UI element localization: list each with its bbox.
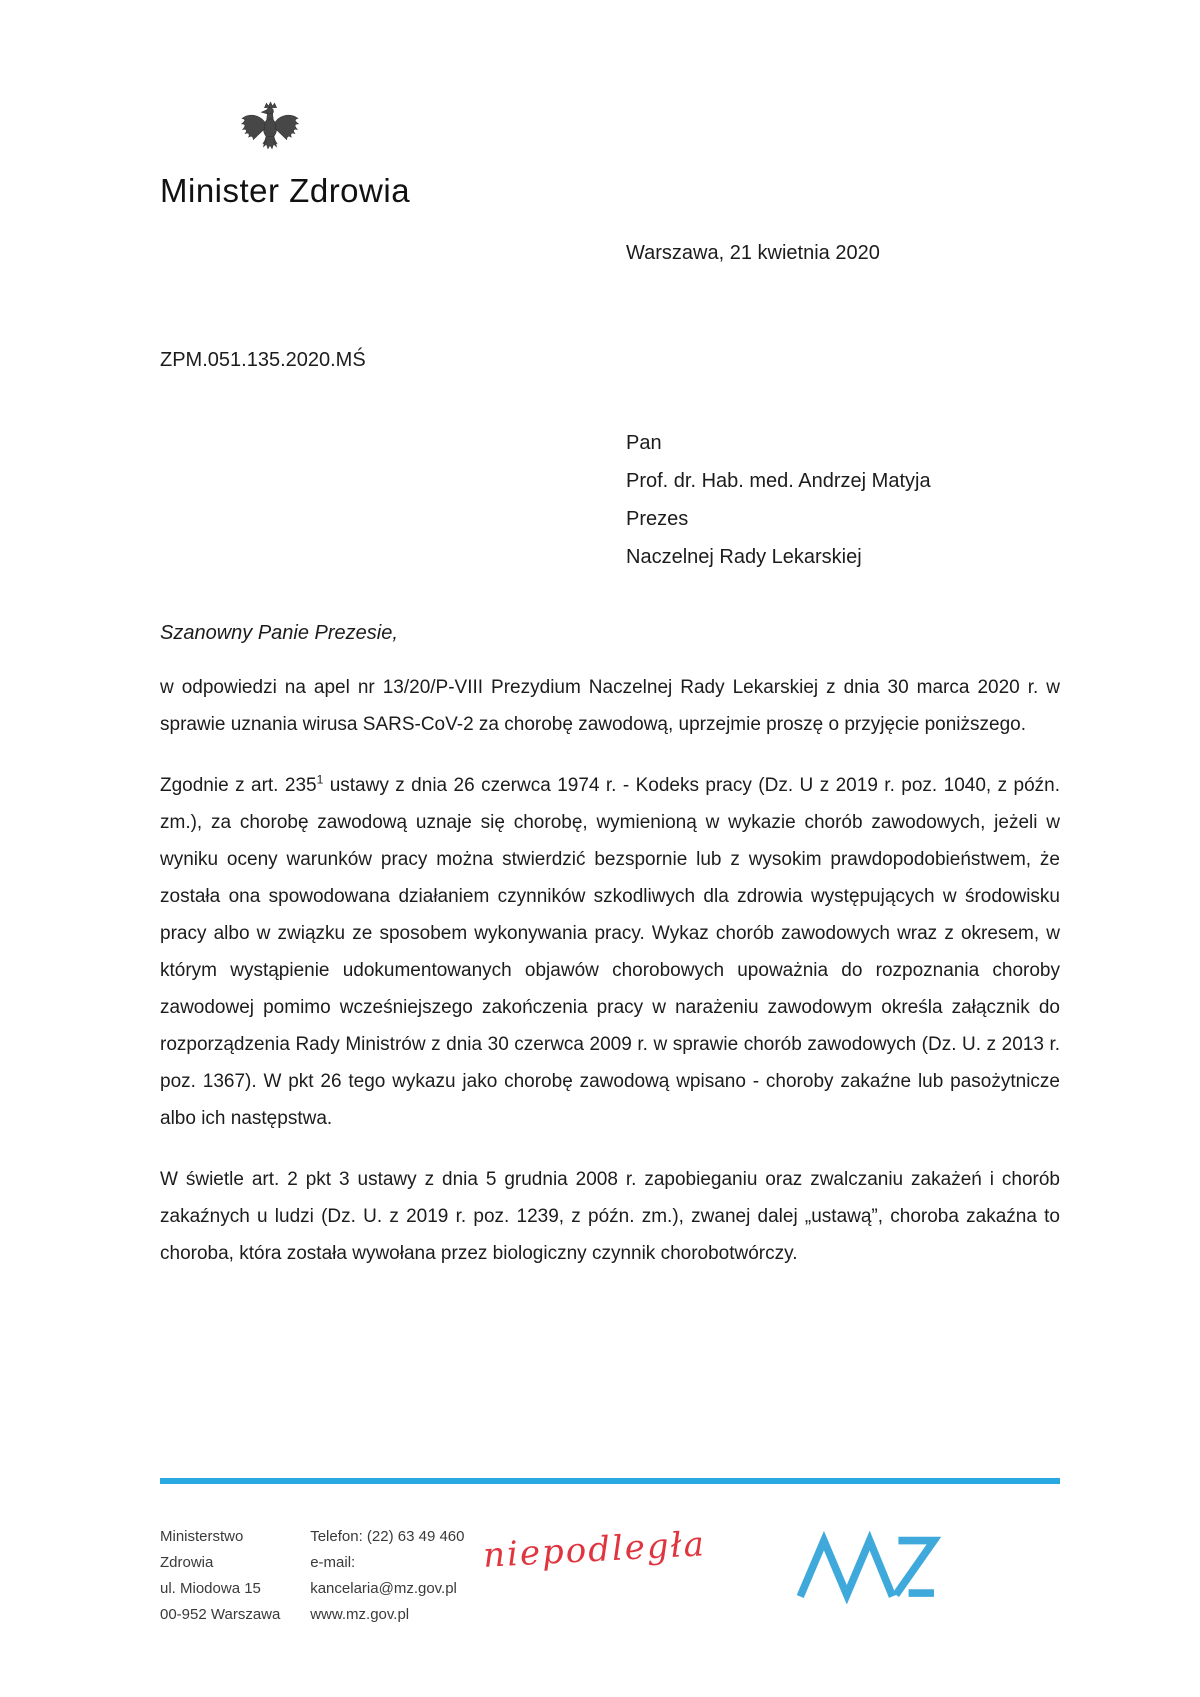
place-and-date: Warszawa, 21 kwietnia 2020 bbox=[626, 242, 880, 264]
body-paragraph-2 bbox=[160, 767, 1060, 1137]
address-line: 00-952 Warszawa bbox=[160, 1606, 281, 1623]
recipient-line: Naczelnej Rady Lekarskiej bbox=[626, 546, 862, 568]
ministry-title: Minister Zdrowia bbox=[160, 172, 411, 209]
body-paragraph-1: w odpowiedzi na apel nr 13/20/P-VIII Prezydium Naczelnej Rady Lekarskiej z dnia 30 marca 2020 r. w sprawie uznania wirusa SARS-CoV-2 za chorobę zawodową, uprzejmie proszę o przyjęcie poniższego. bbox=[160, 677, 1060, 735]
paragraph-2-text: Zgodnie z art. 235 bbox=[160, 775, 317, 796]
ministry-contact-block bbox=[310, 1524, 483, 1628]
phone-line: Telefon: (22) 63 49 460 bbox=[310, 1528, 465, 1545]
recipient-block bbox=[626, 424, 1060, 576]
body-paragraph-3: W świetle art. 2 pkt 3 ustawy z dnia 5 grudnia 2008 r. zapobieganiu oraz zwalczaniu zakażeń i chorób zakaźnych u ludzi (Dz. U. z 2019 r. poz. 1239, z późn. zm.), zwanej dalej „ustawą”, choroba zakaźna to choroba, która została wywołana przez biologiczny czynnik chorobotwórczy. bbox=[160, 1169, 1060, 1264]
email-line: e-mail: kancelaria@mz.gov.pl bbox=[310, 1554, 457, 1597]
address-line: ul. Miodowa 15 bbox=[160, 1580, 261, 1597]
reference-number: ZPM.051.135.2020.MŚ bbox=[160, 349, 366, 371]
recipient-line: Prof. dr. Hab. med. Andrzej Matyja bbox=[626, 470, 931, 492]
salutation: Szanowny Panie Prezesie, bbox=[160, 622, 398, 644]
ministry-address-block bbox=[160, 1524, 284, 1628]
address-line: Ministerstwo Zdrowia bbox=[160, 1528, 244, 1571]
website-line: www.mz.gov.pl bbox=[310, 1606, 410, 1623]
paragraph-2-text: ustawy z dnia 26 czerwca 1974 r. - Kodeks pracy (Dz. U z 2019 r. poz. 1040, z późn. zm.), za chorobę zawodową uznaje się chorobę, wymienioną w wykazie chorób zawodowych, jeżeli w wyniku oceny warunków pracy można stwierdzić bezspornie lub z wysokim prawdopodobieństwem, że została ona spowodowana działaniem czynników szkodliwych dla zdrowia występujących w środowisku pracy albo w związku ze sposobem wykonywania pracy. Wykaz chorób zawodowych wraz z okresem, w którym wystąpienie udokumentowanych objawów chorobowych upoważnia do rozpoznania choroby zawodowej pomimo wcześniejszego zakończenia pracy w narażeniu zawodowym określa załącznik do rozporządzenia Rady Ministrów z dnia 30 czerwca 2009 r. w sprawie chorób zawodowych (Dz. U. z 2013 r. poz. 1367). W pkt 26 tego wykazu jako chorobę zawodową wpisano - choroby zakaźne lub pasożytnicze albo ich następstwa. bbox=[160, 775, 1061, 1129]
letter-footer bbox=[0, 1478, 1200, 1628]
footer-row bbox=[160, 1524, 1060, 1628]
recipient-line: Pan bbox=[626, 432, 662, 454]
letter-content bbox=[160, 90, 1060, 1272]
niepodlegla-logo: niepodległa bbox=[482, 1524, 707, 1576]
recipient-line: Prezes bbox=[626, 508, 689, 530]
footnote-superscript: 1 bbox=[316, 772, 324, 787]
polish-eagle-emblem-icon bbox=[238, 90, 302, 168]
footer-divider bbox=[160, 1478, 1060, 1484]
mz-zigzag-logo-icon bbox=[796, 1528, 944, 1604]
